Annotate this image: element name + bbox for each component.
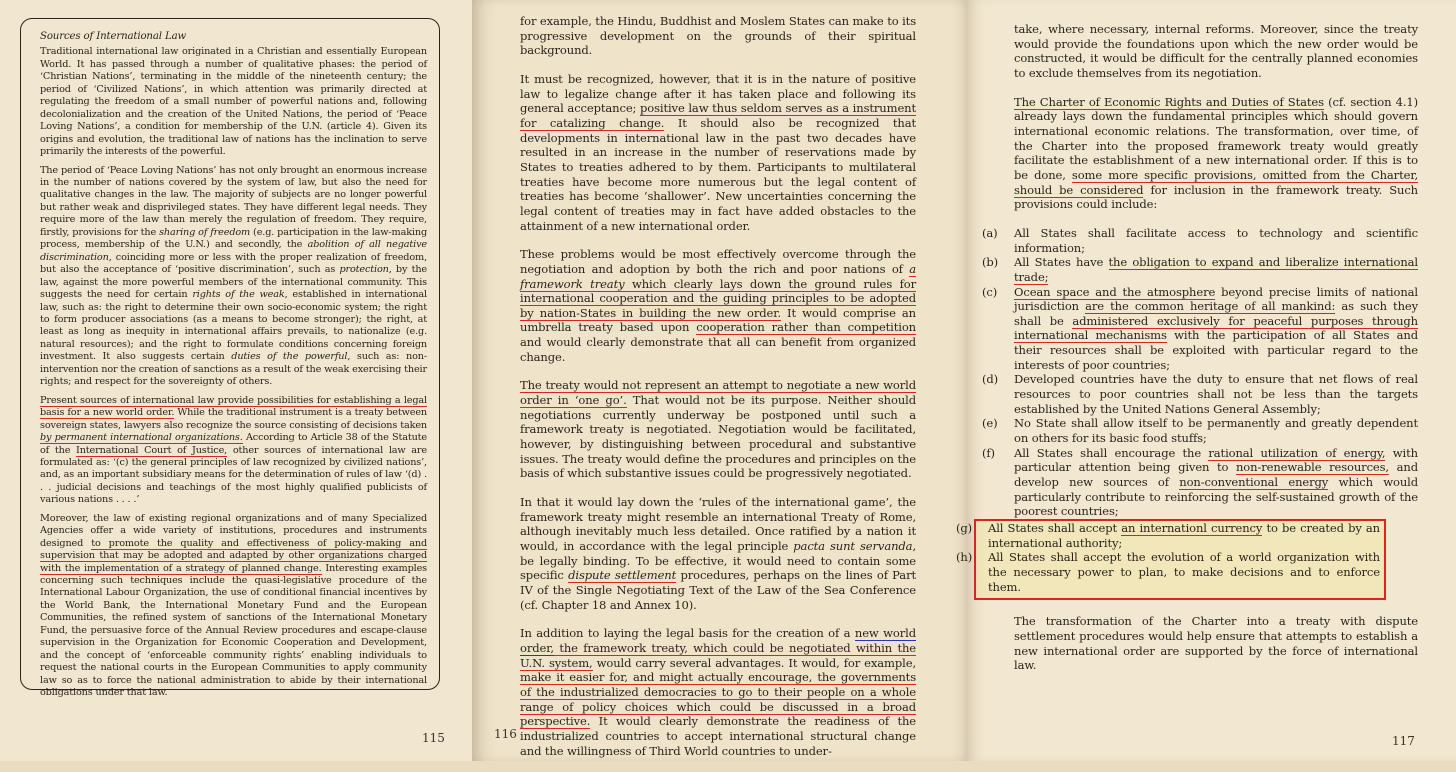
text: Interesting examples concerning such techniques include the quasi-legislative procedure of the International Labour Organization, the use of conditional financial incentives by the World Bank, the International Monetary Fund and the European Communities, the refined system of sanctions of the International Monetary Fund, the persuasive force of the Annual Review procedures and escape-clause supervision in the Organization for Economic Cooperation and Development, and the concept of ‘enforceable community rights’ enabling individuals to request the national courts in the European Communities to apply community law so as to force the national administration to abide by their international obligations under that law. bbox=[40, 562, 427, 699]
underlined-text: Ocean space and the atmosphere bbox=[1014, 284, 1216, 299]
underlined-text-blue: new world order, bbox=[520, 626, 917, 655]
underlined-text: the obligation to expand and liberalize international trade; bbox=[1014, 255, 1418, 284]
page-117 bbox=[956, 0, 1456, 761]
text: In addition to laying the legal basis for the creation of a bbox=[520, 626, 855, 641]
list-item bbox=[982, 446, 1418, 519]
underlined-text: International Court of Justice, bbox=[76, 444, 228, 456]
page-number: 117 bbox=[1392, 734, 1415, 748]
text: , established in international law, such as: the right to determine their own socio-economic system; the right to form producer associations (as a means to become stronger); the right, at least as long as inequity in international affairs prevails, to nationalize (e.g. natural resources); and the right to formulate conditions concerning foreign investment. It also suggests certain bbox=[40, 289, 427, 363]
box-title: Sources of International Law bbox=[40, 31, 187, 42]
box-paragraph-4 bbox=[40, 513, 427, 700]
list-item bbox=[982, 372, 1418, 416]
text: It would comprise an umbrella treaty based upon bbox=[520, 305, 916, 335]
underlined-text: some more specific provisions, omitted from the Charter, should be considered bbox=[1014, 167, 1418, 197]
text: , such as: non-intervention nor the creation of sanctions as a result of the weak exercising their rights; and respect for the sovereignty of others. bbox=[40, 351, 427, 388]
underlined-text: The Charter of Economic Rights and Duties of States bbox=[1014, 94, 1324, 109]
text: other sources of international law are formulated as: ‘(c) the general principles of law recognized by civilized nations’, and, as an important subsidiary means for the determination of rules of law ‘(d) . . . judicial decisions and teachings of the most highly qualified publicists of various nations . . . .’ bbox=[40, 444, 427, 506]
underlined-text: rational utilization of energy, bbox=[1208, 445, 1386, 460]
list-item bbox=[956, 550, 1380, 594]
list-item bbox=[982, 226, 1418, 255]
item-label: (e) bbox=[982, 416, 998, 431]
item-label: (d) bbox=[982, 372, 999, 387]
page-number: 116 bbox=[494, 727, 517, 741]
text: All States have bbox=[1014, 255, 1109, 270]
list-item bbox=[982, 416, 1418, 445]
text: Moreover, the law of existing regional organizations and of many Specialized Agencies offer a wide variety of institutions, procedures and instruments designed bbox=[40, 512, 427, 549]
item-text: Developed countries have the duty to ensure that net flows of real resources to poor countries shall not be less than the targets established by the United Nations General Assembly; bbox=[1014, 372, 1418, 416]
text: (cf. section 4.1) already lays down the fundamental principles which should govern international economic relations. The transformation, over time, of the Charter into the proposed framework treaty would greatly facilitate the establishment of a new international order. If this is to be done, bbox=[1014, 94, 1419, 182]
page-number: 115 bbox=[422, 731, 445, 745]
text: which would particularly contribute to reinforcing the self-sustained growth of the poorest countries; bbox=[1014, 475, 1419, 519]
text: The period of ‘Peace Loving Nations’ has not only brought an enormous increase in the number of nations covered by the system of law, but also the need for qualitative changes in the law. The majority of subjects are no longer powerful but rather weak and disprivileged states. They have different legal needs. They require more of the law than merely the regulation of freedom. They require, firstly, provisions for the bbox=[40, 164, 427, 238]
item-label: (h) bbox=[956, 550, 973, 565]
underlined-text: non-renewable resources, bbox=[1235, 460, 1389, 475]
box-paragraph-2 bbox=[40, 165, 427, 389]
underlined-text: a framework treaty bbox=[520, 261, 916, 291]
underlined-text: to promote the quality and effectiveness of policy-making and supervision that may be adopted and adapted by other organizations charged with the implementation of a strategy of planned change. bbox=[40, 537, 427, 574]
text: procedures, perhaps on the lines of Part IV of the Single Negotiating Text of the Law of the Sea Conference (cf. Chapter 18 and Annex 10). bbox=[520, 568, 916, 612]
page-116 bbox=[472, 0, 966, 761]
text: It would clearly demonstrate the readiness of the industrialized countries to accept international structural change and the willingness of Third World countries to under- bbox=[520, 714, 916, 758]
list-item bbox=[982, 255, 1418, 284]
text: In that it would lay down the ‘rules of the international game’, the framework treaty might resemble an international Treaty of Rome, although inevitably much less detailed. Once ratified by a nation it would, in accordance with the legal principle bbox=[520, 495, 916, 553]
text: as such they shall be bbox=[1014, 299, 1419, 328]
text: and develop new sources of bbox=[1014, 460, 1418, 490]
text: with particular attention being given to bbox=[1014, 445, 1418, 475]
italic-text: abolition of all negative discrimination bbox=[40, 239, 427, 263]
italic-text: protection bbox=[339, 264, 389, 276]
text: These problems would be most effectively overcome through the negotiation and adoption by both the rich and poor nations of bbox=[520, 247, 916, 276]
text: would carry several advantages. It would, for example, bbox=[592, 655, 916, 670]
item-text: No State shall allow itself to be permanently and greatly dependent on others for its basic food stuffs; bbox=[1014, 416, 1418, 446]
paragraph-3 bbox=[520, 247, 916, 364]
text: It must be recognized, however, that it is in the nature of positive law to legalize change after it has taken place and following its general acceptance; bbox=[520, 71, 916, 116]
text: All States shall encourage the bbox=[1014, 445, 1209, 460]
underlined-text: cooperation rather than competition bbox=[696, 320, 916, 335]
underlined-text: the framework treaty, which could be negotiated within the U.N. system, bbox=[520, 640, 916, 670]
text: According to Article 38 of the Statute of the bbox=[40, 432, 427, 456]
paragraph-2 bbox=[520, 72, 916, 233]
underlined-text: positive law thus seldom serves as a instrument for catalizing change. bbox=[520, 101, 916, 130]
paragraph-1: take, where necessary, internal reforms. Moreover, since the treaty would provide the foundations upon which the new order would be constructed, it would be difficult for the centrally planned economies to exclude themselves from its negotiation. bbox=[1014, 22, 1418, 80]
item-label: (a) bbox=[982, 225, 998, 240]
text-column bbox=[520, 14, 916, 772]
text: That would not be its purpose. Neither should negotiations currently underway be postponed until such a framework treaty is negotiated. Negotiation would be facilitated, however, by distinguishing between procedural and substantive issues. The treaty would define the procedures and principles on the basis of which substantive issues could be progressively negotiated. bbox=[520, 393, 916, 481]
item-text: All States shall facilitate access to technology and scientific information; bbox=[1014, 225, 1418, 255]
text: with the participation of all States and their resources shall be exploited with particular regard to the interests of poor countries; bbox=[1014, 328, 1418, 372]
paragraph-6 bbox=[520, 626, 916, 758]
page-115 bbox=[0, 0, 472, 761]
item-text: All States shall accept the evolution of a world organization with the necessary power to plan, to make decisions and to enforce them. bbox=[988, 550, 1380, 594]
red-highlight-box bbox=[956, 519, 1386, 600]
item-label: (c) bbox=[982, 284, 998, 299]
item-label: (f) bbox=[982, 445, 995, 460]
italic-text: sharing of freedom bbox=[159, 226, 251, 238]
text: to be created by an international authority; bbox=[988, 521, 1381, 550]
sources-box bbox=[20, 18, 440, 699]
text: All States shall accept bbox=[988, 521, 1122, 535]
text: It should also be recognized that developments in international law in the past two decades have resulted in an increase in the number of reservations made by States to treaties adhered to by them. Participants to multilateral treaties have become more numerous but the legal content of treaties has become ‘shallower’. New uncertainties concerning the legal content of treaties may in fact have added obstacles to the attainment of a new international order. bbox=[520, 115, 916, 233]
underlined-text: by permanent international organizations. bbox=[40, 432, 243, 444]
underlined-text: dispute settlement bbox=[568, 568, 677, 583]
box-paragraph-1: Traditional international law originated in a Christian and essentially European World. It has passed through a number of qualitative phases: the period of ‘Christian Nations’, terminating in the middle of the nineteenth century; the period of ‘Civilized Nations’, in which attention was primarily directed at regulating the freedom of a small number of powerful nations and, following decolonialization and the creation of the United Nations, the period of ‘Peace Loving Nations’, a condition for membership of the U.N. (article 4). Given its origins and evolution, the traditional law of nations has the inclination to serve primarily the interests of the powerful. bbox=[40, 46, 427, 158]
item-text bbox=[1014, 285, 1418, 373]
text: , be legally binding. To be effective, it would need to contain some specific bbox=[520, 539, 916, 583]
italic-text: pacta sunt servanda bbox=[793, 539, 913, 553]
underlined-text: administered exclusively for peaceful purposes through international mechanisms bbox=[1014, 313, 1418, 343]
item-label: (g) bbox=[956, 521, 973, 535]
text: , coinciding more or less with the proper realization of freedom, but also the acceptance of ‘positive discrimination’, such as bbox=[40, 251, 427, 276]
text: , by the law, against the more powerful members of the international community. This suggests the need for certain bbox=[40, 264, 427, 301]
text: and would clearly demonstrate that all can benefit from organized change. bbox=[520, 335, 916, 364]
paragraph-3: The transformation of the Charter into a treaty with dispute settlement procedures would help ensure that attempts to establish a new international order are supported by the force of international law. bbox=[1014, 614, 1418, 673]
provisions-list bbox=[956, 225, 1419, 600]
item-text bbox=[988, 521, 1380, 550]
underlined-text: non-conventional energy bbox=[1179, 475, 1329, 490]
underlined-text: make it easier for, and might actually encourage, the governments of the industrialized democracies to go to their people on a whole range of policy choices which could be discussed in a broad perspective. bbox=[520, 670, 916, 729]
box-paragraph-3 bbox=[40, 395, 427, 507]
underlined-text: which clearly lays down the ground rules for international cooperation and the guiding principles to be adopted by nation-States in building the new order. bbox=[520, 276, 916, 320]
italic-text: duties of the powerful bbox=[231, 351, 348, 363]
list-item bbox=[956, 521, 1381, 550]
italic-text: rights of the weak bbox=[192, 289, 285, 301]
underlined-text: Present sources of international law provide possibilities for establishing a legal basis for a new world order. bbox=[40, 394, 427, 419]
text: While the traditional instrument is a treaty between sovereign states, lawyers also recognize the source consisting of decisions taken bbox=[40, 407, 428, 431]
text: beyond precise limits of national jurisdiction bbox=[1014, 284, 1418, 314]
text: for inclusion in the framework treaty. Such provisions could include: bbox=[1014, 182, 1418, 212]
underlined-text: an internationl currency bbox=[1121, 521, 1263, 535]
highlighted-provisions bbox=[956, 519, 1418, 600]
text: (e.g. participation in the law-making process, membership of the U.N.) and secondly, the bbox=[40, 226, 428, 251]
paragraph-4 bbox=[520, 378, 916, 481]
underlined-text: are the common heritage of all mankind: bbox=[1085, 299, 1336, 314]
text-column bbox=[956, 22, 1419, 687]
item-text bbox=[1014, 446, 1418, 519]
paragraph-1: for example, the Hindu, Buddhist and Moslem States can make to its progressive development on the grounds of their spiritual background. bbox=[520, 14, 917, 58]
underlined-text: The treaty would not represent an attempt to negotiate a new world order in ‘one go’. bbox=[520, 378, 916, 408]
item-text bbox=[1014, 255, 1418, 284]
item-label: (b) bbox=[982, 255, 999, 270]
paragraph-2 bbox=[1014, 95, 1418, 212]
list-item bbox=[982, 285, 1418, 373]
paragraph-5 bbox=[520, 495, 916, 612]
